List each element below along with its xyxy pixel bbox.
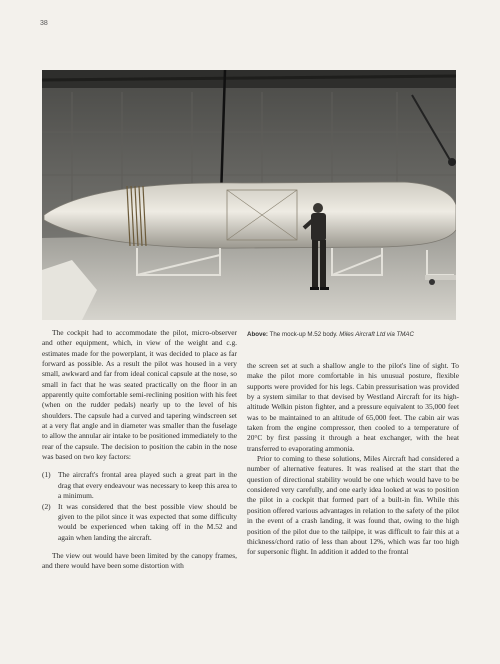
list-item-number: (2) <box>42 501 51 511</box>
list-item-text: It was considered that the best possible view should be given to the pilot since it was expected that some difficulty would be experienced when taking off in the M.52 and again when landing the aircraft. <box>58 501 237 542</box>
photo-caption <box>247 331 462 339</box>
left-text-column <box>42 328 237 572</box>
right-text-column <box>247 361 459 558</box>
list-item-number: (1) <box>42 470 51 480</box>
page-number: 38 <box>40 20 48 27</box>
body-paragraph: The cockpit had to accommodate the pilot, micro-observer and other equipment, which, in view of the weight and c.g. estimates made for the powerplant, it was decided to place as far forward as possible. As a result the pilot was housed in a very small, awkward and far from ideal conical capsule at the nose, so small in fact that he was seated practically on the floor in an apparently quite comfortable semi-reclining position with his feet (when on the rudder pedals) nearly up to the level of his shoulders. The capsule had a curved and tapering windscreen set at a very flat angle and in diameter was smaller than the fuselage to allow the annular air intake to be positioned immediately to the rear of the capsule. The decision to position the cabin in the nose was based on two key factors: <box>42 328 237 462</box>
list-item <box>42 470 237 501</box>
caption-text: The mock-up M.52 body. <box>267 331 340 338</box>
factor-list <box>42 470 237 542</box>
list-item-text: The aircraft's frontal area played such a great part in the drag that every endeavour was necessary to keep this area to a minimum. <box>58 470 237 501</box>
caption-credit: Miles Aircraft Ltd via TMAC <box>339 331 415 338</box>
list-item <box>42 502 237 543</box>
body-paragraph: the screen set at such a shallow angle to the pilot's line of sight. To make the pilot more comfortable in his unusual posture, flexible supports were provided for his legs. Cabin pressurisation was provided by a system similar to that devised by Westland Aircraft for its high-altitude Welkin piston fighter, and a pressure equivalent to 35,000 feet was to be maintained to an altitude of 65,000 feet. The cabin air was taken from the engine compressor, then cooled to a temperature of 20°C by first passing it through a heat exchanger, with the heat transferred to evaporating ammonia. <box>247 361 459 453</box>
caption-label: Above: <box>247 331 268 338</box>
body-paragraph: The view out would have been limited by the canopy frames, and there would have been some distortion with <box>42 550 237 571</box>
mockup-photo <box>42 70 456 320</box>
body-paragraph: Prior to coming to these solutions, Miles Aircraft had considered a number of alternative features. It was realised at the start that the question of directional stability would be one which would have to be considered very carefully, and one early idea looked at was to position the pilot in a cockpit that formed part of a built-in fin. While this position offered various advantages in relation to the safety of the pilot in the event of a crash landing, it was found that, owing to the high position of the pilot due to the tailpipe, it was difficult to fair this at a thickness/chord ratio of less than about 12%, which was far too high for supersonic flight. In addition it added to the frontal <box>247 454 459 557</box>
